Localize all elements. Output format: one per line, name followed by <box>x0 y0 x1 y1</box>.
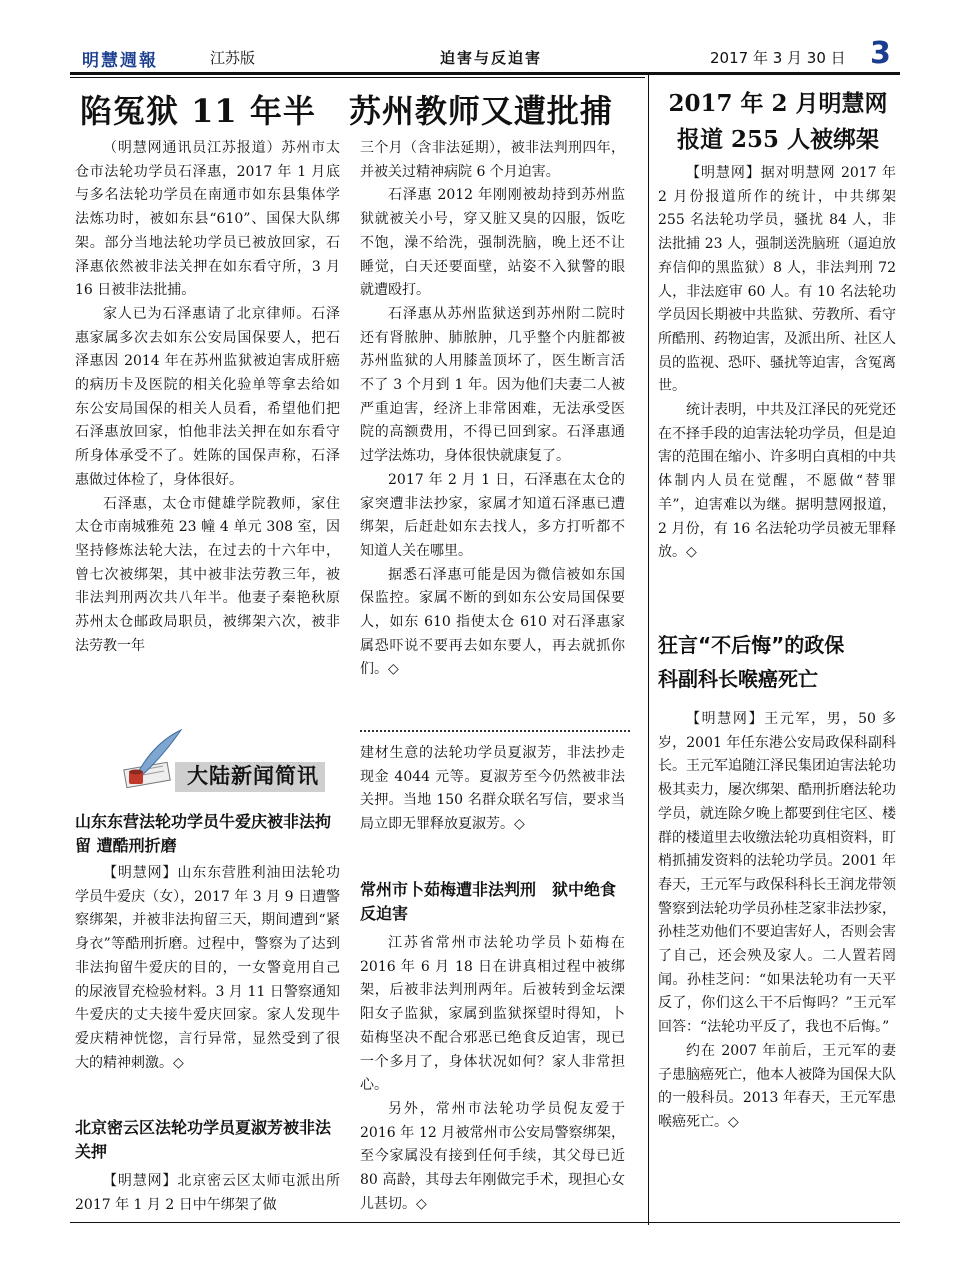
page-number: 3 <box>870 36 891 71</box>
paragraph: 据悉石泽惠可能是因为微信被如东国保监控。家属不断的到如东公安局国保要人，如东 610 指使太仓 610 对石泽惠家属恐吓说不要再去如东要人，再去就抓你们。◇ <box>360 566 625 678</box>
news-brief-label: 大陆新闻简讯 <box>187 764 319 788</box>
section-title: 迫害与反迫害 <box>440 49 543 67</box>
paragraph: 石泽惠从苏州监狱送到苏州附二院时还有肾脓肿、肺脓肿，几乎整个内脏都被苏州监狱的人用膝盖顶坏了，医生断言活不了 3 个月到 1 年。因为他们夫妻二人被严重迫害，经济上非常困难，无法承受医院的高额费用，不得已回到家。石泽惠通过学法炼功，身体很快就康复了。 <box>360 305 625 465</box>
main-headline: 陷冤狱 11 年半 苏州教师又遭批捕 <box>80 92 613 130</box>
right-headline-2-line1: 狂言“不后悔”的政保 <box>658 633 845 657</box>
edition-label: 江苏版 <box>210 49 256 67</box>
brief2-continued <box>360 742 625 837</box>
top-rule-thin <box>70 77 645 78</box>
brief1-body <box>75 862 340 1075</box>
paragraph: 石泽惠，太仓市健雄学院教师，家住太仓市南城雅苑 23 幢 4 单元 308 室，因坚持修炼法轮大法，在过去的十六年中，曾七次被绑架，其中被非法劳教三年，被非法判刑两次共八年半。他妻子秦艳秋原苏州太仓邮政局职员，被绑架六次，被非法劳教一年 <box>75 495 340 654</box>
paragraph: 家人已为石泽惠请了北京律师。石泽惠家属多次去如东公安局国保要人，把石泽惠因 2014 年在苏州监狱被迫害成肝癌的病历卡及医院的相关化验单等拿去给如东公安局国保的相关人员看，希望他们把石泽惠放回家，怕他非法关押在如东看守所身体承受不了。姓陈的国保声称，石泽惠做过体检了，身体很好。 <box>75 305 340 488</box>
right-headline-2 <box>658 628 898 696</box>
paragraph: 【明慧网】据对明慧网 2017 年 2 月份报道所作的统计，中共绑架 255 名法轮功学员，骚扰 84 人，非法批捕 23 人，强制送洗脑班（逼迫放弃信仰的黑监狱）8 人，非法判刑 72 人，非法庭审 60 人。有 10 名法轮功学员因长期被中共监狱、劳教所、看守所酷刑、药物迫害，及派出所、社区人员的监视、恐吓、骚扰等迫害，含冤离世。 <box>658 165 896 395</box>
paragraph: 建材生意的法轮功学员夏淑芳，非法抄走现金 4044 元等。夏淑芳至今仍然被非法关押。当地 150 名群众联名写信，要求当局立即无罪释放夏淑芳。◇ <box>360 745 625 833</box>
brief2-title: 北京密云区法轮功学员夏淑芳被非法关押 <box>75 1118 332 1161</box>
paragraph: 江苏省常州市法轮功学员卜茹梅在 2016 年 6 月 18 日在讲真相过程中被绑架，后被非法判刑两年。后被转到金坛溧阳女子监狱，家属到监狱探望时得知，卜茹梅坚决不配合邪恶已绝食反迫害，现已一个多月了，身体状况如何？家人非常担心。 <box>360 935 625 1094</box>
masthead <box>70 36 900 71</box>
news-brief-banner <box>75 726 345 802</box>
right-headline-line1: 2017 年 2 月明慧网 <box>668 90 888 117</box>
brief3-title: 常州市卜茹梅遭非法判刑 狱中绝食反迫害 <box>360 880 617 923</box>
paragraph: （明慧网通讯员江苏报道）苏州市太仓市法轮功学员石泽惠，2017 年 1 月底与多名法轮功学员在南通市如东县集体学法炼功时，被如东县“610”、国保大队绑架。部分当地法轮功学员已被放回家，石泽惠依然被非法关押在如东看守所，3 月 16 日被非法批捕。 <box>75 140 340 299</box>
paragraph: 【明慧网】山东东营胜利油田法轮功学员牛爱庆（女），2017 年 3 月 9 日遭警察绑架，并被非法拘留三天，期间遭到“紧身衣”等酷刑折磨。过程中，警察为了达到非法拘留牛爱庆的目的，一女警竟用自己的尿液冒充检验材料。3 月 11 日警察通知牛爱庆的丈夫接牛爱庆回家。家人发现牛爱庆精神恍惚，言行异常，显然受到了很大的精神刺激。◇ <box>75 865 340 1071</box>
main-article-col2 <box>360 137 625 682</box>
right-headline-line2: 报道 255 人被绑架 <box>676 126 880 153</box>
paragraph: 另外，常州市法轮功学员倪友爱于 2016 年 12 月被常州市公安局警察绑架，至今家属没有接到任何手续，其父母已近 80 高龄，其母去年刚做完手术，现担心女儿甚切。◇ <box>360 1100 625 1212</box>
paragraph: 石泽惠 2012 年刚刚被劫持到苏州监狱就被关小号，穿又脏又臭的囚服，饭吃不饱，澡不给洗，强制洗脑，晚上还不让睡觉，白天还要面壁，站姿不入狱警的眼就遭殴打。 <box>360 187 625 299</box>
main-article-col1 <box>75 137 340 658</box>
paragraph: 三个月（含非法延期），被非法判刑四年，并被关过精神病院 6 个月迫害。 <box>360 140 625 180</box>
brief2-body <box>75 1170 340 1217</box>
bottom-rule <box>70 1222 900 1223</box>
column-divider <box>648 75 649 1225</box>
paragraph: 【明慧网】王元军，男，50 多岁，2001 年任东港公安局政保科副科长。王元军追随江泽民集团迫害法轮功极其卖力，屡次绑架、酷刑折磨法轮功学员，就连除夕晚上都要到住宅区、楼群的楼道里去收缴法轮功真相资料，盯梢抓捕发资料的法轮功学员。2001 年春天，王元军与政保科科长王润龙带领警察到法轮功学员孙桂芝家非法抄家，孙桂芝劝他们不要迫害好人，否则会害了自己，还会殃及家人。二人置若罔闻。孙桂芝问：“如果法轮功有一天平反了，你们这么干不后悔吗？”王元军回答：“法轮功平反了，我也不后悔。” <box>658 711 896 1036</box>
brief3-body <box>360 932 625 1216</box>
paragraph: 【明慧网】北京密云区太师屯派出所 2017 年 1 月 2 日中午绑架了做 <box>75 1173 340 1213</box>
dotted-separator <box>360 730 630 732</box>
right-headline-2-line2: 科副科长喉癌死亡 <box>658 667 818 691</box>
right-headline <box>658 86 898 158</box>
top-rule <box>70 72 900 75</box>
paragraph: 统计表明，中共及江泽民的死党还在不择手段的迫害法轮功学员，但是迫害的范围在缩小、许多明白真相的中共体制内人员在觉醒，不愿做“替罪羊”，迫害难以为继。据明慧网报道，2 月份，有 16 名法轮功学员被无罪释放。◇ <box>658 402 896 561</box>
right-article-2-body <box>658 708 896 1135</box>
paragraph: 约在 2007 年前后，王元军的妻子患脑癌死亡，他本人被降为国保大队的一般科员。2013 年春天，王元军患喉癌死亡。◇ <box>658 1042 896 1130</box>
newspaper-logo: 明慧週報 <box>82 51 158 71</box>
paragraph: 2017 年 2 月 1 日，石泽惠在太仓的家突遭非法抄家，家属才知道石泽惠已遭绑架，后赶赴如东去找人，多方打听都不知道人关在哪里。 <box>360 471 625 559</box>
issue-date: 2017 年 3 月 30 日 <box>710 49 846 67</box>
quill-paper-icon <box>115 728 185 792</box>
brief1-title: 山东东营法轮功学员牛爱庆被非法拘留 遭酷刑折磨 <box>75 812 332 855</box>
right-article-body <box>658 162 896 565</box>
